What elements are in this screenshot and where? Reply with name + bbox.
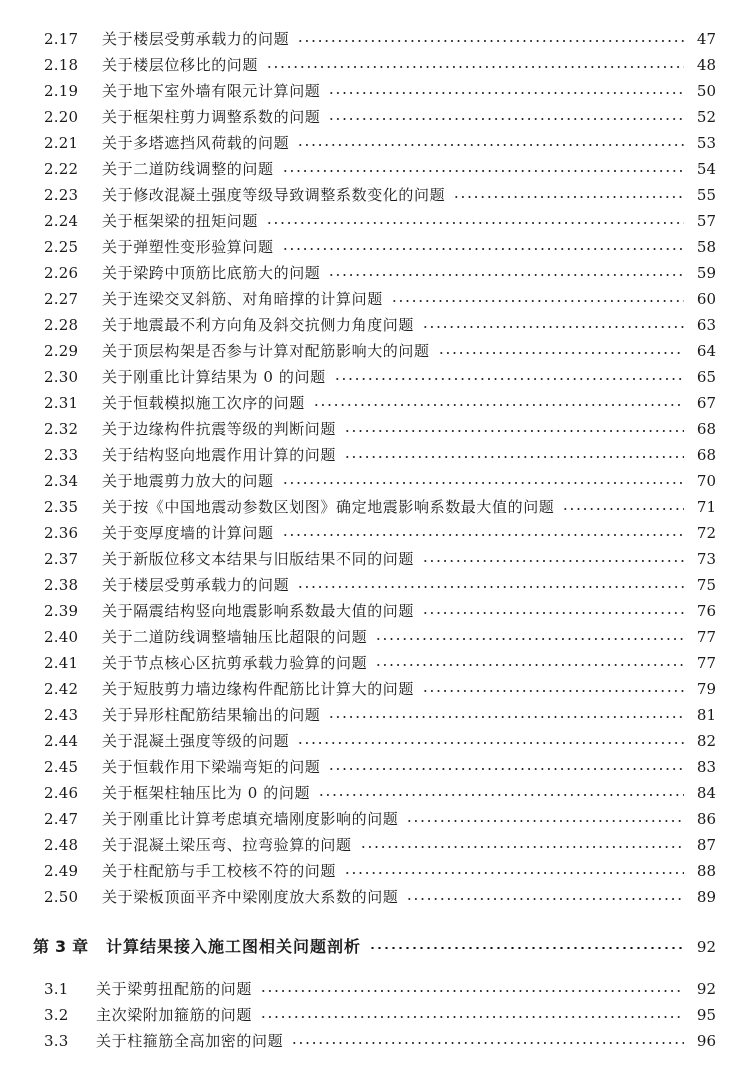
toc-row <box>0 468 750 494</box>
section-title: 主次梁附加箍筋的问题 <box>96 1006 253 1024</box>
toc-row <box>0 26 750 52</box>
dot-leader <box>266 66 684 68</box>
toc-row <box>0 832 750 858</box>
section-number: 2.25 <box>44 238 79 256</box>
dot-leader <box>282 482 684 484</box>
toc-row <box>0 494 750 520</box>
toc-row <box>0 520 750 546</box>
section-number: 2.40 <box>44 628 79 646</box>
dot-leader <box>422 560 684 562</box>
toc-row <box>0 390 750 416</box>
section-number: 2.46 <box>44 784 79 802</box>
section-number: 2.23 <box>44 186 79 204</box>
section-number: 2.32 <box>44 420 79 438</box>
section-title: 关于多塔遮挡风荷载的问题 <box>102 134 290 152</box>
dot-leader <box>328 768 684 770</box>
chapter-heading <box>0 932 750 962</box>
section-number: 2.39 <box>44 602 79 620</box>
page-number: 75 <box>696 576 716 594</box>
section-number: 2.31 <box>44 394 79 412</box>
section-title: 关于混凝土梁压弯、拉弯验算的问题 <box>102 836 352 854</box>
toc-row <box>0 884 750 910</box>
page-number: 53 <box>696 134 716 152</box>
dot-leader <box>260 1016 684 1018</box>
dot-leader <box>328 274 684 276</box>
dot-leader <box>438 352 684 354</box>
page-number: 77 <box>696 628 716 646</box>
toc-row <box>0 858 750 884</box>
page-number: 52 <box>696 108 716 126</box>
section-number: 3.2 <box>44 1006 69 1024</box>
toc-row <box>0 624 750 650</box>
section-title: 关于刚重比计算结果为 0 的问题 <box>102 368 326 386</box>
section-number: 2.41 <box>44 654 79 672</box>
section-number: 2.42 <box>44 680 79 698</box>
toc-row <box>0 1002 750 1028</box>
section-title: 关于柱箍筋全高加密的问题 <box>96 1032 284 1050</box>
section-number: 2.28 <box>44 316 79 334</box>
section-number: 2.43 <box>44 706 79 724</box>
dot-leader <box>422 612 684 614</box>
section-number: 2.37 <box>44 550 79 568</box>
section-number: 2.50 <box>44 888 79 906</box>
page-number: 59 <box>696 264 716 282</box>
page-number: 70 <box>696 472 716 490</box>
section-title: 关于按《中国地震动参数区划图》确定地震影响系数最大值的问题 <box>102 498 555 516</box>
section-title: 关于混凝土强度等级的问题 <box>102 732 290 750</box>
toc-row <box>0 312 750 338</box>
dot-leader <box>318 794 684 796</box>
dot-leader <box>297 586 684 588</box>
dot-leader <box>291 1042 684 1044</box>
dot-leader <box>297 40 684 42</box>
dot-leader <box>375 638 684 640</box>
section-title: 关于楼层受剪承载力的问题 <box>102 576 290 594</box>
toc-row <box>0 546 750 572</box>
page-number: 54 <box>696 160 716 178</box>
toc-row <box>0 702 750 728</box>
page-number: 64 <box>696 342 716 360</box>
dot-leader <box>406 898 684 900</box>
section-title: 关于地震剪力放大的问题 <box>102 472 274 490</box>
section-title: 关于变厚度墙的计算问题 <box>102 524 274 542</box>
toc-row <box>0 156 750 182</box>
page-number: 65 <box>696 368 716 386</box>
page-number: 88 <box>696 862 716 880</box>
section-number: 3.3 <box>44 1032 69 1050</box>
section-title: 关于短肢剪力墙边缘构件配筋比计算大的问题 <box>102 680 415 698</box>
toc-row <box>0 208 750 234</box>
page-number: 79 <box>696 680 716 698</box>
toc-row <box>0 182 750 208</box>
page-number: 95 <box>696 1006 716 1024</box>
section-number: 2.49 <box>44 862 79 880</box>
page-number: 67 <box>696 394 716 412</box>
toc-row <box>0 52 750 78</box>
toc-row <box>0 364 750 390</box>
section-title: 关于节点核心区抗剪承载力验算的问题 <box>102 654 368 672</box>
page-number: 71 <box>696 498 716 516</box>
toc-row <box>0 598 750 624</box>
dot-leader <box>260 990 684 992</box>
section-title: 关于地下室外墙有限元计算问题 <box>102 82 321 100</box>
section-number: 2.35 <box>44 498 79 516</box>
toc-row <box>0 286 750 312</box>
section-title: 关于框架梁的扭矩问题 <box>102 212 259 230</box>
chapter-number: 第 3 章 <box>33 937 89 956</box>
toc-row <box>0 676 750 702</box>
section-number: 2.27 <box>44 290 79 308</box>
section-title: 关于刚重比计算考虑填充墙刚度影响的问题 <box>102 810 399 828</box>
page-number: 87 <box>696 836 716 854</box>
section-number: 2.36 <box>44 524 79 542</box>
page-number: 92 <box>696 938 716 956</box>
toc-row <box>0 754 750 780</box>
page-number: 96 <box>696 1032 716 1050</box>
toc-row <box>0 780 750 806</box>
dot-leader <box>334 378 684 380</box>
section-title: 关于地震最不利方向角及斜交抗侧力角度问题 <box>102 316 415 334</box>
section-number: 2.44 <box>44 732 79 750</box>
section-title: 关于二道防线调整的问题 <box>102 160 274 178</box>
toc-row <box>0 976 750 1002</box>
section-number: 2.19 <box>44 82 79 100</box>
section-number: 2.26 <box>44 264 79 282</box>
page-number: 57 <box>696 212 716 230</box>
page-number: 48 <box>696 56 716 74</box>
section-title: 关于梁跨中顶筋比底筋大的问题 <box>102 264 321 282</box>
dot-leader <box>360 846 684 848</box>
section-title: 关于楼层位移比的问题 <box>102 56 259 74</box>
section-title: 关于新版位移文本结果与旧版结果不同的问题 <box>102 550 415 568</box>
section-title: 关于恒载作用下梁端弯矩的问题 <box>102 758 321 776</box>
section-title: 关于框架柱轴压比为 0 的问题 <box>102 784 311 802</box>
section-title: 关于框架柱剪力调整系数的问题 <box>102 108 321 126</box>
page-number: 68 <box>696 446 716 464</box>
section-number: 2.20 <box>44 108 79 126</box>
dot-leader <box>453 196 684 198</box>
dot-leader <box>328 92 684 94</box>
toc-row <box>0 1028 750 1054</box>
section-title: 关于结构竖向地震作用计算的问题 <box>102 446 337 464</box>
dot-leader <box>297 144 684 146</box>
toc-row <box>0 338 750 364</box>
dot-leader <box>344 872 684 874</box>
toc-row <box>0 234 750 260</box>
page-number: 81 <box>696 706 716 724</box>
dot-leader <box>406 820 684 822</box>
page-number: 63 <box>696 316 716 334</box>
section-number: 2.24 <box>44 212 79 230</box>
section-title: 关于修改混凝土强度等级导致调整系数变化的问题 <box>102 186 446 204</box>
toc-row <box>0 728 750 754</box>
section-number: 2.30 <box>44 368 79 386</box>
page-number: 83 <box>696 758 716 776</box>
toc-row <box>0 104 750 130</box>
dot-leader <box>313 404 684 406</box>
page-number: 76 <box>696 602 716 620</box>
dot-leader <box>328 118 684 120</box>
section-number: 2.17 <box>44 30 79 48</box>
page-number: 77 <box>696 654 716 672</box>
toc-row <box>0 806 750 832</box>
page-number: 73 <box>696 550 716 568</box>
chapter-title: 计算结果接入施工图相关问题剖析 <box>106 937 362 956</box>
page-number: 92 <box>696 980 716 998</box>
toc-row <box>0 416 750 442</box>
page-number: 50 <box>696 82 716 100</box>
section-title: 关于梁板顶面平齐中梁刚度放大系数的问题 <box>102 888 399 906</box>
section-number: 2.38 <box>44 576 79 594</box>
dot-leader <box>375 664 684 666</box>
toc-row <box>0 572 750 598</box>
dot-leader <box>282 534 684 536</box>
section-title: 关于连梁交叉斜筋、对角暗撑的计算问题 <box>102 290 383 308</box>
page-number: 60 <box>696 290 716 308</box>
section-number: 2.45 <box>44 758 79 776</box>
dot-leader <box>344 430 684 432</box>
toc-row <box>0 260 750 286</box>
dot-leader <box>391 300 684 302</box>
page-number: 84 <box>696 784 716 802</box>
page-number: 55 <box>696 186 716 204</box>
section-number: 2.48 <box>44 836 79 854</box>
section-title: 关于隔震结构竖向地震影响系数最大值的问题 <box>102 602 415 620</box>
dot-leader <box>266 222 684 224</box>
dot-leader <box>344 456 684 458</box>
section-number: 2.22 <box>44 160 79 178</box>
dot-leader <box>282 170 684 172</box>
dot-leader <box>422 690 684 692</box>
section-number: 2.29 <box>44 342 79 360</box>
section-number: 2.33 <box>44 446 79 464</box>
page-number: 72 <box>696 524 716 542</box>
dot-leader <box>297 742 684 744</box>
section-title: 关于异形柱配筋结果输出的问题 <box>102 706 321 724</box>
section-title: 关于边缘构件抗震等级的判断问题 <box>102 420 337 438</box>
section-number: 2.47 <box>44 810 79 828</box>
page-number: 47 <box>696 30 716 48</box>
dot-leader <box>282 248 684 250</box>
toc-row <box>0 78 750 104</box>
toc-row <box>0 130 750 156</box>
section-title: 关于二道防线调整墙轴压比超限的问题 <box>102 628 368 646</box>
section-number: 2.21 <box>44 134 79 152</box>
section-title: 关于顶层构架是否参与计算对配筋影响大的问题 <box>102 342 430 360</box>
section-number: 2.18 <box>44 56 79 74</box>
section-title: 关于恒载模拟施工次序的问题 <box>102 394 305 412</box>
page-number: 86 <box>696 810 716 828</box>
dot-leader <box>369 947 684 949</box>
dot-leader <box>562 508 684 510</box>
toc-row <box>0 442 750 468</box>
page-number: 89 <box>696 888 716 906</box>
section-title: 关于梁剪扭配筋的问题 <box>96 980 253 998</box>
section-number: 2.34 <box>44 472 79 490</box>
toc-row <box>0 650 750 676</box>
page-number: 82 <box>696 732 716 750</box>
dot-leader <box>328 716 684 718</box>
page-number: 68 <box>696 420 716 438</box>
page-number: 58 <box>696 238 716 256</box>
section-title: 关于楼层受剪承载力的问题 <box>102 30 290 48</box>
section-number: 3.1 <box>44 980 69 998</box>
section-title: 关于弹塑性变形验算问题 <box>102 238 274 256</box>
dot-leader <box>422 326 684 328</box>
section-title: 关于柱配筋与手工校核不符的问题 <box>102 862 337 880</box>
